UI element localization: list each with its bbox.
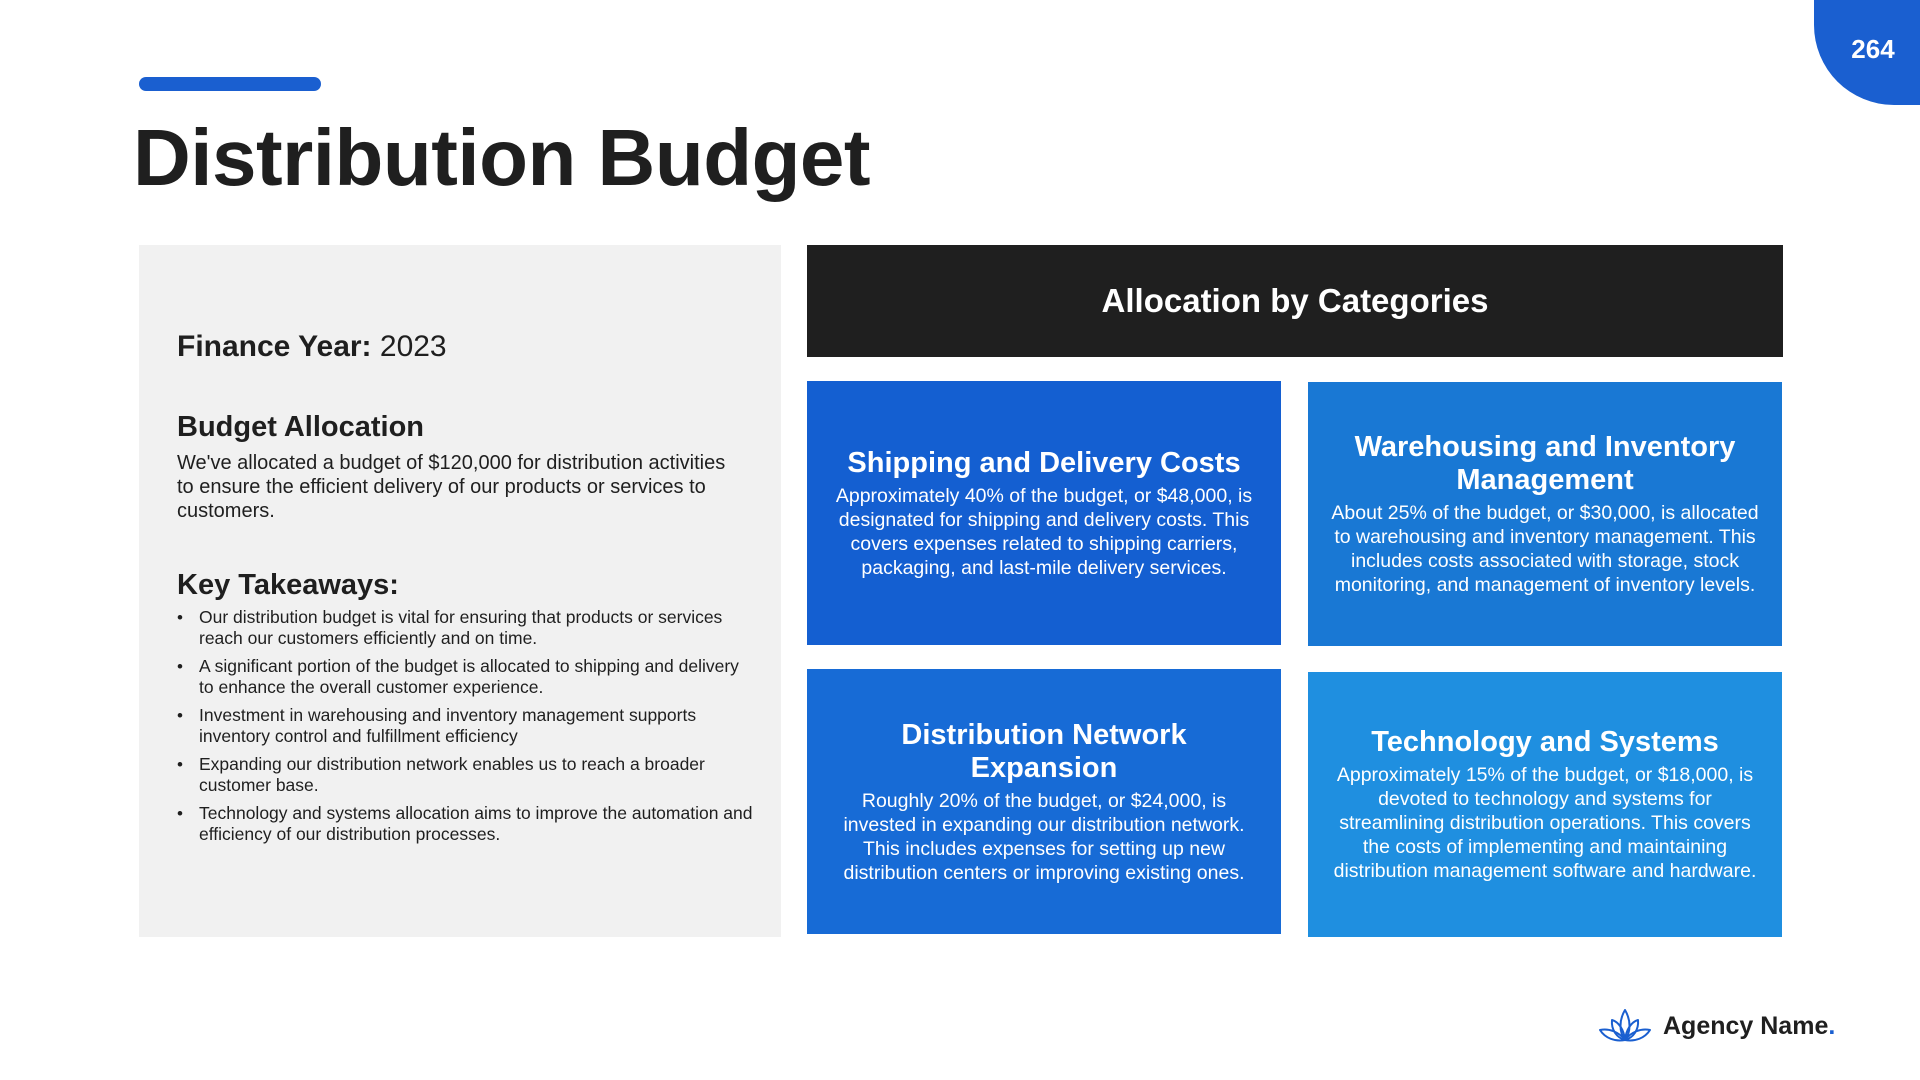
finance-year bbox=[177, 330, 447, 364]
category-card-warehousing bbox=[1308, 382, 1782, 646]
allocation-header: Allocation by Categories bbox=[807, 245, 1783, 357]
card-text: Roughly 20% of the budget, or $24,000, is invested in expanding our distribution network. This includes expenses for setting up new distribution centers or improving existing ones. bbox=[843, 789, 1245, 884]
agency-name-text: Agency Name bbox=[1663, 1011, 1829, 1040]
bullet-icon: • bbox=[177, 804, 183, 823]
card-title: Shipping and Delivery Costs bbox=[847, 446, 1241, 479]
list-item bbox=[177, 803, 757, 845]
card-title: Technology and Systems bbox=[1371, 726, 1719, 758]
key-takeaways-list bbox=[177, 607, 757, 852]
category-card-network-expansion bbox=[807, 669, 1281, 934]
list-item bbox=[177, 754, 757, 796]
takeaway-text: Expanding our distribution network enables us to reach a broader customer base. bbox=[199, 754, 705, 795]
list-item bbox=[177, 656, 757, 698]
finance-year-value: 2023 bbox=[371, 330, 447, 363]
takeaway-text: Our distribution budget is vital for ensuring that products or services reach our customers efficiently and on time. bbox=[199, 607, 723, 648]
card-title: Distribution Network Expansion bbox=[901, 718, 1187, 784]
agency-brand bbox=[1597, 1006, 1835, 1046]
budget-allocation-text: We've allocated a budget of $120,000 for distribution activities to ensure the efficient delivery of our products or services to customers. bbox=[177, 452, 726, 522]
bullet-icon: • bbox=[177, 706, 183, 725]
card-text: About 25% of the budget, or $30,000, is allocated to warehousing and inventory management. This includes costs associated with storage, stock monitoring, and management of inventory levels. bbox=[1331, 502, 1759, 596]
budget-allocation-heading: Budget Allocation bbox=[177, 411, 425, 443]
category-card-shipping bbox=[807, 381, 1281, 645]
list-item bbox=[177, 705, 757, 747]
card-text: Approximately 40% of the budget, or $48,000, is designated for shipping and delivery costs. This covers expenses related to shipping carriers, packaging, and last-mile delivery services. bbox=[835, 484, 1253, 579]
bullet-icon: • bbox=[177, 608, 183, 627]
budget-summary-panel bbox=[139, 245, 781, 937]
takeaway-text: Technology and systems allocation aims to improve the automation and efficiency of our distribution processes. bbox=[199, 803, 753, 844]
page-title: Distribution Budget bbox=[133, 113, 871, 202]
agency-name bbox=[1663, 1012, 1835, 1041]
key-takeaways-heading: Key Takeaways: bbox=[177, 569, 399, 601]
finance-year-label: Finance Year: bbox=[177, 330, 372, 363]
bullet-icon: • bbox=[177, 657, 183, 676]
card-text: Approximately 15% of the budget, or $18,000, is devoted to technology and systems for streamlining distribution operations. This covers the costs of implementing and maintaining distribution management software and hardware. bbox=[1333, 764, 1757, 882]
card-title: Warehousing and Inventory Management bbox=[1354, 431, 1736, 496]
agency-name-dot: . bbox=[1828, 1011, 1836, 1040]
title-accent-bar bbox=[139, 77, 321, 91]
page-number: 264 bbox=[1851, 34, 1895, 64]
lotus-icon bbox=[1597, 1006, 1653, 1046]
category-card-technology bbox=[1308, 672, 1782, 937]
takeaway-text: A significant portion of the budget is allocated to shipping and delivery to enhance the overall customer experience. bbox=[199, 656, 739, 697]
takeaway-text: Investment in warehousing and inventory management supports inventory control and fulfillment efficiency bbox=[199, 705, 697, 746]
bullet-icon: • bbox=[177, 755, 183, 774]
list-item bbox=[177, 607, 757, 649]
